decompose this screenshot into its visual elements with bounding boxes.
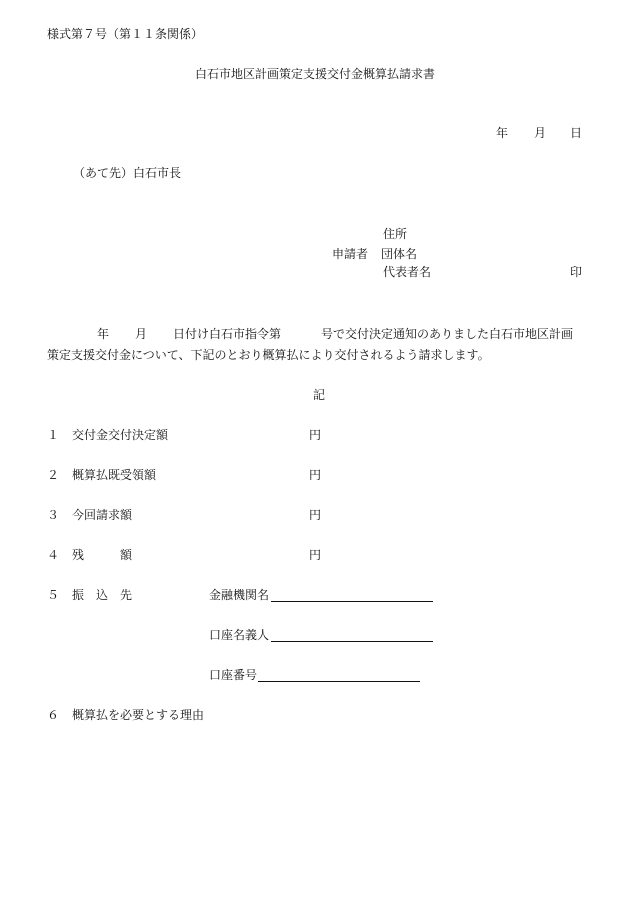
document-title: 白石市地区計画策定支援交付金概算払請求書 (194, 67, 435, 81)
date-day-label: 日 (570, 126, 583, 140)
account-holder-label: 口座名義人 (209, 628, 270, 642)
item-label: 概算払既受領額 (72, 468, 157, 482)
bank-name-underline (271, 601, 433, 602)
body-year-label: 年 (97, 327, 110, 341)
item-number: ４ (47, 548, 60, 562)
item-label: 交付金交付決定額 (72, 428, 169, 442)
applicant-label: 申請者 (332, 247, 369, 261)
bank-name-label: 金融機関名 (209, 588, 270, 602)
organization-label: 団体名 (381, 247, 418, 261)
address-label: 住所 (383, 227, 408, 241)
date-month-label: 月 (534, 126, 547, 140)
item-unit: 円 (309, 428, 322, 442)
addressee: （あて先）白石市長 (73, 166, 182, 180)
body-line2: 策定支援交付金について、下記のとおり概算払により交付されるよう請求します。 (47, 348, 490, 362)
reason-label: 概算払を必要とする理由 (72, 708, 205, 722)
item-unit: 円 (309, 508, 322, 522)
item-number: ３ (47, 508, 60, 522)
body-month-label: 月 (135, 327, 148, 341)
reason-number: ６ (47, 708, 60, 722)
form-number: 様式第７号（第１１条関係） (47, 27, 204, 41)
body-line1-mid: 日付け白石市指令第 (173, 327, 282, 341)
transfer-number: ５ (47, 588, 60, 602)
item-number: ２ (47, 468, 60, 482)
representative-label: 代表者名 (383, 265, 432, 279)
transfer-label: 振 込 先 (72, 588, 133, 602)
account-number-underline (258, 681, 420, 682)
item-label: 今回請求額 (72, 508, 133, 522)
item-number: １ (47, 428, 60, 442)
account-number-label: 口座番号 (209, 668, 258, 682)
item-unit: 円 (309, 548, 322, 562)
ki-heading: 記 (312, 388, 325, 402)
item-unit: 円 (309, 468, 322, 482)
body-line1-end: 号で交付決定通知のありました白石市地区計画 (321, 327, 574, 341)
date-year-label: 年 (496, 126, 509, 140)
item-label: 残 額 (72, 548, 133, 562)
account-holder-underline (271, 641, 433, 642)
seal-mark: 印 (570, 265, 583, 279)
